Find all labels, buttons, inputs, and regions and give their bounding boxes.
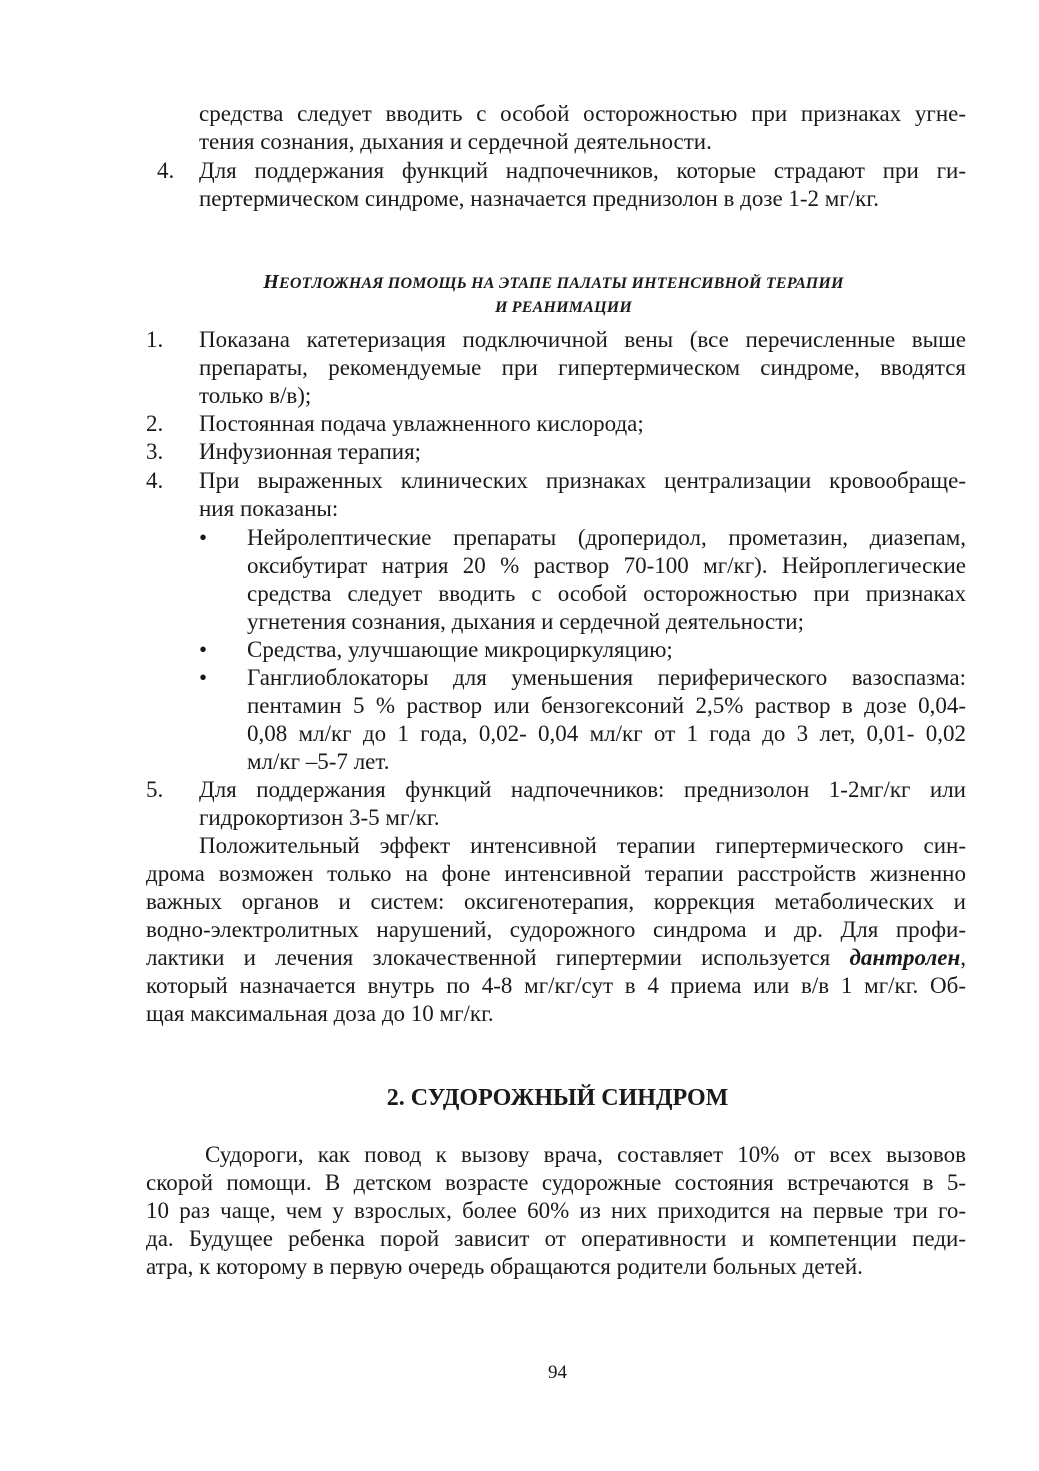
list-item-2: Постоянная подача увлажненного кислорода; [199,411,644,436]
paragraph-line-6: который назначается внутрь по 4-8 мг/кг/сут в 4 приема или в/в 1 мг/кг. Об- [146,973,966,998]
top-line-2: тения сознания, дыхания и сердечной деятельности. [199,129,712,154]
top-item-line-1: Для поддержания функций надпочечников, которые страдают при ги- [199,158,966,183]
paragraph2-line-2: скорой помощи. В детском возрасте судорожные состояния встречаются в 5- [146,1170,966,1195]
paragraph-line-7: щая максимальная доза до 10 мг/кг. [146,1001,494,1026]
paragraph-line-2: дрома возможен только на фоне интенсивной терапии расстройств жизненно [146,861,966,886]
list-item-1-line-3: только в/в); [199,383,312,408]
bullet-2: • [199,637,208,662]
paragraph-line-1: Положительный эффект интенсивной терапии гипертермического син- [199,833,966,858]
bullet-2-line-1: Средства, улучшающие микроциркуляцию; [247,637,673,662]
section-title-line-1 [34,271,1039,295]
chapter-title: 2. СУДОРОЖНЫЙ СИНДРОМ [386,1085,729,1111]
list-number-1: 1. [146,327,164,352]
bullet-1-line-4: угнетения сознания, дыхания и сердечной деятельности; [247,609,804,634]
list-item-3: Инфузионная терапия; [199,439,422,464]
bullet-3-line-2: пентамин 5 % раствор или бензогексоний 2,5% раствор в дозе 0,04- [247,693,966,718]
bullet-3-line-3: 0,08 мл/кг до 1 года, 0,02- 0,04 мл/кг от 1 года до 3 лет, 0,01- 0,02 [247,721,966,746]
section-title-capital: Н [263,271,280,293]
paragraph-line-5-comma: , [960,945,966,970]
list-item-5-line-2: гидрокортизон 3-5 мг/кг. [199,805,440,830]
bullet-1-line-2: оксибутират натрия 20 % раствор 70-100 мг/кг). Нейроплегические [247,553,966,578]
list-number-4: 4. [146,468,164,493]
list-item-4-line-1: При выраженных клинических признаках централизации кровообраще- [199,468,966,493]
list-number-2: 2. [146,411,164,436]
paragraph-line-5 [146,944,966,972]
bullet-1-line-1: Нейролептические препараты (дроперидол, прометазин, диазепам, [247,525,966,550]
paragraph-line-4: водно-электролитных нарушений, судорожного синдрома и др. Для профи- [146,917,966,942]
paragraph-line-3: важных органов и систем: оксигенотерапия, коррекция метаболических и [146,889,966,914]
section-title-line-2: И РЕАНИМАЦИИ [494,299,633,316]
list-number-5: 5. [146,777,164,802]
section-title-text: ЕОТЛОЖНАЯ ПОМОЩЬ НА ЭТАПЕ ПАЛАТЫ ИНТЕНСИВНОЙ ТЕРАПИИ [279,275,844,292]
page-number: 94 [548,1362,567,1383]
paragraph2-line-3: 10 раз чаще, чем у взрослых, более 60% из них приходится на первые три го- [146,1198,966,1223]
bullet-3-line-4: мл/кг –5-7 лет. [247,749,390,774]
bullet-3: • [199,665,208,690]
list-number-3: 3. [146,439,164,464]
bullet-1-line-3: средства следует вводить с особой осторожностью при признаках [247,581,966,606]
paragraph2-line-1: Судороги, как повод к вызову врача, составляет 10% от всех вызовов [205,1142,966,1167]
paragraph-line-5-text: лактики и лечения злокачественной гипертермии используется [146,945,831,970]
list-item-4-line-2: ния показаны: [199,496,339,521]
list-item-1-line-1: Показана катетеризация подключичной вены (все перечисленные выше [199,327,966,352]
bullet-1: • [199,525,208,550]
list-item-1-line-2: препараты, рекомендуемые при гипертермическом синдроме, вводятся [199,355,966,380]
list-item-5-line-1: Для поддержания функций надпочечников: преднизолон 1-2мг/кг или [199,777,966,802]
paragraph2-line-5: атра, к которому в первую очередь обращаются родители больных детей. [146,1254,863,1279]
drug-name-emphasis: дантролен [849,945,961,970]
paragraph2-line-4: да. Будущее ребенка порой зависит от оперативности и компетенции педи- [146,1226,966,1251]
top-line-1: средства следует вводить с особой осторожностью при признаках угне- [199,101,966,126]
bullet-3-line-1: Ганглиоблокаторы для уменьшения периферического вазоспазма: [247,665,966,690]
top-item-number: 4. [157,158,175,183]
top-item-line-2: пертермическом синдроме, назначается преднизолон в дозе 1-2 мг/кг. [199,186,879,211]
